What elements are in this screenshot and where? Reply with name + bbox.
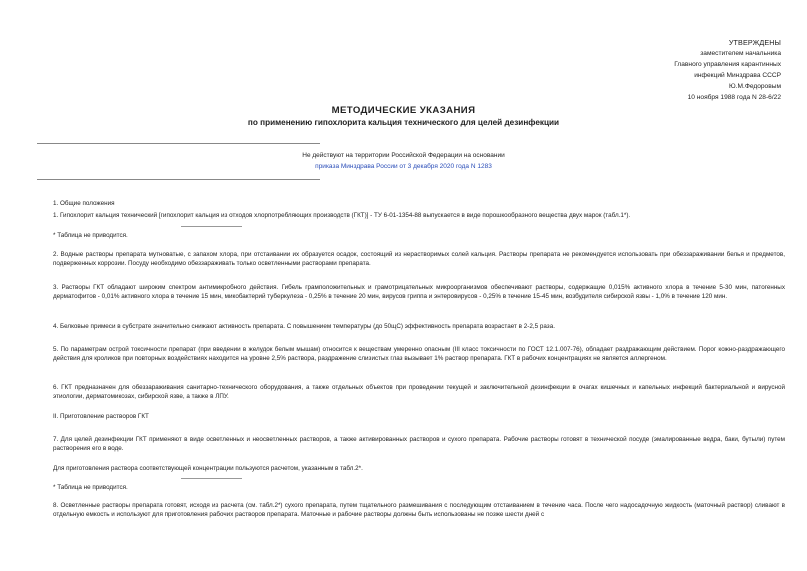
paragraph: 8. Осветленные растворы препарата готовят, исходя из расчета (см. табл.2*) сухого препарата, путем тщательного размешивания с последующим отстаиванием в течение часа. После чего надосадочную жидкость (маточный раствор) сливают в отдельную емкость и используют для приготовления рабочих растворов препарата. Маточные и рабочие растворы должны быть использованы не позже шести дней с — [53, 502, 785, 518]
approval-date: 10 ноября 1988 года N 28-6/22 — [687, 94, 781, 101]
status-notice — [0, 150, 807, 172]
section-heading: 1. Общие положения — [53, 200, 115, 207]
paragraph: 5. По параметрам острой токсичности препарат (при введении в желудок белым мышам) относится к веществам умеренно опасным (III класс токсичности по ГОСТ 12.1.007-76), обладает раздражающим действием. Порог кожно-раздражающего действия для кроликов при повторных воздействиях находится на уровне 2,5% раствора, раздражение слизистых глаз вызывает 1% раствор препарата. ГКТ в рабочих концентрациях не является аллергеном. — [53, 346, 785, 362]
notice-link[interactable]: приказа Минздрава России от 3 декабря 2020 года N 1283 — [315, 163, 492, 170]
document-title — [0, 104, 807, 129]
approval-block — [674, 37, 781, 103]
paragraph: Для приготовления раствора соответствующей концентрации пользуются расчетом, указанным в табл.2*. — [53, 465, 363, 472]
paragraph: 7. Для целей дезинфекции ГКТ применяют в виде осветленных и неосветленных растворов, а также активированных растворов и сухого препарата. Рабочие растворы готовят в технической посуде (эмалированные ведра, баки, бутыли) путем растворения его в воде. — [53, 436, 785, 452]
paragraph: 3. Растворы ГКТ обладают широким спектром антимикробного действия. Гибель грамположительных и грамотрицательных микроорганизмов обеспечивают растворы, содержащие 0,015% активного хлора в течение 5-30 мин, патогенных дерматофитов - 0,01% активного хлора в течение 15 мин, микобактерий туберкулеза - 0,25% в течение 20 мин, вирусов гриппа и энтеровирусов - 0,25% в течение 15-45 мин, возбудителя сибирской язвы - 1,0% в течение 120 мин. — [53, 284, 785, 300]
paragraph: 1. Гипохлорит кальция технический [гипохлорит кальция из отходов хлорпотребляющих производств (ГКТ)] - ТУ 6-01-1354-88 выпускается в виде порошкообразного вещества двух марок (табл.1*). — [53, 212, 631, 219]
approval-line: Ю.М.Федоровым — [729, 83, 781, 90]
divider-bottom — [37, 179, 320, 180]
paragraph: 2. Водные растворы препарата мутноватые, с запахом хлора, при отстаивании их образуется осадок, состоящий из нерастворимых солей кальция. Растворы препарата не рекомендуется использовать при обеззараживании белья и предметов, подверженных коррозии. Посуду необходимо обеззараживать только осветленными растворами препарата. — [53, 251, 785, 267]
title-main: МЕТОДИЧЕСКИЕ УКАЗАНИЯ — [331, 105, 476, 116]
divider-top — [37, 143, 320, 144]
approval-heading: УТВЕРЖДЕНЫ — [728, 38, 781, 47]
approval-line: заместителем начальника — [700, 50, 781, 57]
notice-text: Не действуют на территории Российской Федерации на основании — [302, 152, 505, 159]
footnote: * Таблица не приводится. — [53, 232, 128, 239]
section-heading: II. Приготовление растворов ГКТ — [53, 413, 149, 420]
footnote-rule — [181, 478, 242, 479]
paragraph: 6. ГКТ предназначен для обеззараживания санитарно-технического оборудования, а также отдельных объектов при проведении текущей и заключительной дезинфекции в очагах кишечных и капельных инфекций бактериальной и вирусной этиологии, дерматомикозах, сибирской язве, а также в ЛПУ. — [53, 384, 785, 400]
footnote: * Таблица не приводится. — [53, 484, 128, 491]
approval-line: инфекций Минздрава СССР — [694, 72, 781, 79]
footnote-rule — [181, 226, 242, 227]
title-sub: по применению гипохлорита кальция технического для целей дезинфекции — [247, 118, 560, 127]
paragraph: 4. Белковые примеси в субстрате значительно снижают активность препарата. С повышением температуры (до 50щС) эффективность препарата возрастает в 2-2,5 раза. — [53, 323, 555, 330]
approval-line: Главного управления карантинных — [674, 61, 781, 68]
